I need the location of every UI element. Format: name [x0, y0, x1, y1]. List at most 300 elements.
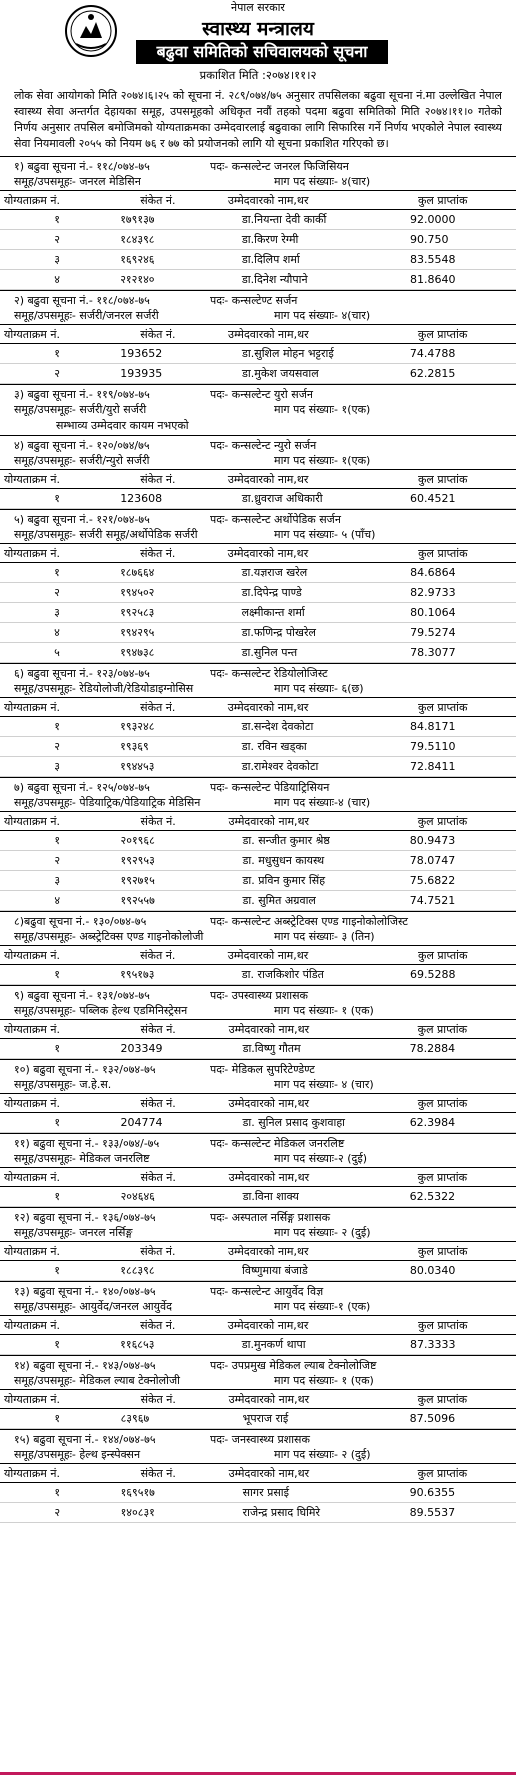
- table-header-row: [0, 191, 516, 210]
- section-heading-row: [0, 1356, 516, 1373]
- table-row: [0, 851, 516, 871]
- section-group-row: [0, 308, 516, 324]
- table-header-row: [0, 1168, 516, 1187]
- post-title: पदः- कन्सल्टेन्ट रेडियोलोजिस्ट: [210, 667, 328, 680]
- table-row: [0, 643, 516, 663]
- roll-number-cell: २१२१४०: [114, 270, 228, 290]
- group-subgroup: समूह/उपसमूहः- पब्लिक हेल्थ एडमिनिस्ट्रेसन: [14, 1004, 188, 1017]
- notice-section: [0, 1355, 516, 1429]
- table-header-row: [0, 1094, 516, 1113]
- total-column-header: कुल प्राप्तांक: [384, 698, 516, 717]
- rank-cell: ४: [0, 270, 114, 290]
- total-column-header: कुल प्राप्तांक: [384, 191, 516, 210]
- rank-cell: २: [0, 851, 115, 871]
- candidate-table: [0, 1389, 516, 1429]
- table-row: [0, 603, 516, 623]
- section-heading-row: [0, 1134, 516, 1151]
- rank-cell: २: [0, 230, 114, 250]
- notice-number: १३) बढुवा सूचना नं.- १४०/०७४-७५: [14, 1285, 156, 1298]
- vacancy-count: माग पद संख्याः- ५ (पाँच): [274, 528, 376, 541]
- section-heading-row: [0, 1430, 516, 1447]
- roll-column-header: संकेत नं.: [115, 1464, 229, 1483]
- rank-cell: ३: [0, 250, 114, 270]
- roll-number-cell: १६९५१७: [115, 1483, 229, 1503]
- name-column-header: उम्मेदवारको नाम,थर: [229, 1020, 384, 1039]
- section-group-row: [0, 681, 516, 697]
- table-row: [0, 1113, 516, 1133]
- notice-number: ८)बढुवा सूचना नं.- १३०/०७४-७५: [14, 915, 147, 928]
- roll-number-cell: १४०८३१: [115, 1503, 229, 1523]
- table-row: [0, 270, 516, 290]
- section-heading-row: [0, 385, 516, 402]
- name-column-header: उम्मेदवारको नाम,थर: [228, 544, 384, 563]
- rank-column-header: योग्यताक्रम नं.: [0, 698, 114, 717]
- rank-column-header: योग्यताक्रम नं.: [0, 1094, 115, 1113]
- notice-section: [0, 509, 516, 663]
- table-row: [0, 583, 516, 603]
- table-row: [0, 1409, 516, 1429]
- notice-number: ५) बढुवा सूचना नं.- १२१/०७४-७५: [14, 513, 150, 526]
- name-column-header: उम्मेदवारको नाम,थर: [228, 325, 384, 344]
- published-date: प्रकाशित मिति :२०७४।११।२: [199, 68, 317, 82]
- total-score-cell: 74.7521: [384, 891, 516, 911]
- total-column-header: कुल प्राप्तांक: [384, 1094, 516, 1113]
- candidate-name-cell: डा. सुमित अग्रवाल: [229, 891, 384, 911]
- candidate-table: [0, 697, 516, 777]
- section-group-row: [0, 1447, 516, 1463]
- candidate-name-cell: डा.सन्देश देवकोटा: [228, 717, 384, 737]
- rank-cell: २: [0, 364, 114, 384]
- rank-cell: १: [0, 1261, 114, 1281]
- total-score-cell: 81.8640: [384, 270, 516, 290]
- total-column-header: कुल प्राप्तांक: [384, 325, 516, 344]
- roll-number-cell: १९४४५३: [114, 757, 228, 777]
- post-title: पदः- अस्पताल नर्सिङ्ग प्रशासक: [210, 1211, 331, 1224]
- roll-number-cell: १७९१३७: [114, 210, 228, 230]
- candidate-name-cell: डा.विष्णु गौतम: [229, 1039, 384, 1059]
- section-group-row: [0, 527, 516, 543]
- roll-number-cell: १९२७१५: [115, 871, 229, 891]
- roll-number-cell: २०१९६८: [115, 831, 229, 851]
- post-title: पदः- उपप्रमुख मेडिकल ल्याब टेक्नोलोजिष्ट: [210, 1359, 377, 1372]
- group-subgroup: समूह/उपसमूहः- सर्जरी/जनरल सर्जरी: [14, 309, 159, 322]
- candidate-table: [0, 945, 516, 985]
- notice-title-banner: बढुवा समितिको सचिवालयको सूचना: [136, 40, 388, 64]
- table-header-row: [0, 946, 516, 965]
- rank-cell: १: [0, 1409, 115, 1429]
- name-column-header: उम्मेदवारको नाम,थर: [228, 1242, 384, 1261]
- total-score-cell: 87.5096: [384, 1409, 516, 1429]
- candidate-name-cell: लक्ष्मीकान्त शर्मा: [228, 603, 384, 623]
- roll-number-cell: १९५१७३: [114, 965, 228, 985]
- rank-cell: १: [0, 489, 114, 509]
- section-group-row: [0, 1373, 516, 1389]
- candidate-name-cell: डा.मुनकर्ण थापा: [228, 1335, 384, 1355]
- government-label: नेपाल सरकार: [231, 1, 285, 14]
- name-column-header: उम्मेदवारको नाम,थर: [229, 812, 384, 831]
- total-column-header: कुल प्राप्तांक: [384, 1168, 516, 1187]
- rank-column-header: योग्यताक्रम नं.: [0, 191, 114, 210]
- notice-section: [0, 1207, 516, 1281]
- section-heading-row: [0, 912, 516, 929]
- rank-cell: ५: [0, 643, 114, 663]
- total-column-header: कुल प्राप्तांक: [384, 544, 516, 563]
- rank-cell: १: [0, 965, 114, 985]
- candidate-name-cell: डा.सुनिल पन्त: [228, 643, 384, 663]
- notice-number: १४) बढुवा सूचना नं.- १४३/०७४-७५: [14, 1359, 156, 1372]
- section-heading-row: [0, 1060, 516, 1077]
- roll-number-cell: १९२५५७: [115, 891, 229, 911]
- candidate-name-cell: भूपराज राई: [229, 1409, 384, 1429]
- section-heading-row: [0, 291, 516, 308]
- notice-number: १०) बढुवा सूचना नं.- १३२/०७४-७५: [14, 1063, 156, 1076]
- vacancy-count: माग पद संख्याः- २ (दुई): [274, 1226, 371, 1239]
- post-title: पदः- कन्सल्टेन्ट जनरल फिजिसियन: [210, 160, 349, 173]
- notice-section: [0, 156, 516, 290]
- total-score-cell: 80.9473: [384, 831, 516, 851]
- candidate-table: [0, 469, 516, 509]
- post-title: पदः- कन्सल्टेन्ट अब्स्ट्रेटिक्स एण्ड गाइनोकोलोजिस्ट: [210, 915, 408, 928]
- rank-cell: १: [0, 717, 114, 737]
- section-group-row: [0, 453, 516, 469]
- roll-column-header: संकेत नं.: [115, 1168, 229, 1187]
- group-subgroup: समूह/उपसमूहः- अब्स्ट्रेटिक्स एण्ड गाइनोकोलोजी: [14, 930, 204, 943]
- candidate-name-cell: डा. प्रविन कुमार सिंह: [229, 871, 384, 891]
- table-row: [0, 563, 516, 583]
- total-score-cell: 90.6355: [384, 1483, 516, 1503]
- candidate-table: [0, 1315, 516, 1355]
- total-score-cell: 92.0000: [384, 210, 516, 230]
- table-header-row: [0, 698, 516, 717]
- rank-column-header: योग्यताक्रम नं.: [0, 946, 114, 965]
- roll-number-cell: 193652: [114, 344, 228, 364]
- sections-container: [0, 156, 516, 1523]
- candidate-table: [0, 190, 516, 290]
- total-score-cell: 84.6864: [384, 563, 516, 583]
- total-score-cell: 79.5274: [384, 623, 516, 643]
- total-score-cell: 89.5537: [384, 1503, 516, 1523]
- rank-column-header: योग्यताक्रम नं.: [0, 544, 114, 563]
- vacancy-count: माग पद संख्याः- १(एक): [274, 454, 371, 467]
- ministry-title: स्वास्थ्य मन्त्रालय: [202, 18, 314, 40]
- roll-number-cell: १८४३९८: [114, 230, 228, 250]
- notice-section: [0, 1133, 516, 1207]
- roll-number-cell: १९३२४८: [114, 717, 228, 737]
- total-score-cell: 84.8171: [384, 717, 516, 737]
- notice-section: [0, 384, 516, 435]
- table-row: [0, 737, 516, 757]
- post-title: पदः- जनस्वास्थ्य प्रशासक: [210, 1433, 310, 1446]
- candidate-name-cell: डा.मुकेश जयसवाल: [228, 364, 384, 384]
- total-score-cell: 80.1064: [384, 603, 516, 623]
- table-header-row: [0, 1390, 516, 1409]
- vacancy-count: माग पद संख्याः- ४ (चार): [274, 1078, 374, 1091]
- section-heading-row: [0, 1208, 516, 1225]
- roll-number-cell: ११६८५३: [114, 1335, 228, 1355]
- rank-cell: १: [0, 1483, 115, 1503]
- section-group-row: [0, 1151, 516, 1167]
- rank-cell: १: [0, 1187, 115, 1207]
- notice-section: [0, 1059, 516, 1133]
- intro-paragraph: लोक सेवा आयोगको मिति २०७४।६।२५ को सूचना नं. २८९/०७४/७५ अनुसार तपसिलका बढुवा सूचना नं.मा उल्लेखित नेपाल स्वास्थ्य सेवा अन्तर्गत देहायका समूह, उपसमूहको अधिकृत नवौं तहको पदमा बढुवा समितिको मिति २०७४।११।० गतेको निर्णय अनुसार तपसिल बमोजिमको योग्यताक्रमका उम्मेदवारलाई बढुवाका लागि सिफारिस गर्ने निर्णय भएकोले नेपाल स्वास्थ्य सेवा नियमावली २०५५ को नियम ७६ र ७७ को प्रयोजनको लागि यो सूचना प्रकाशित गरिएको छ।: [14, 89, 502, 150]
- table-row: [0, 344, 516, 364]
- candidate-table: [0, 543, 516, 663]
- table-row: [0, 623, 516, 643]
- roll-number-cell: १८८३९८: [114, 1261, 228, 1281]
- total-column-header: कुल प्राप्तांक: [384, 470, 516, 489]
- roll-number-cell: 193935: [114, 364, 228, 384]
- rank-column-header: योग्यताक्रम नं.: [0, 1316, 114, 1335]
- table-header-row: [0, 470, 516, 489]
- candidate-table: [0, 324, 516, 384]
- total-score-cell: 82.9733: [384, 583, 516, 603]
- table-row: [0, 489, 516, 509]
- vacancy-count: माग पद संख्याः-४ (चार): [274, 796, 371, 809]
- name-column-header: उम्मेदवारको नाम,थर: [229, 1464, 384, 1483]
- name-column-header: उम्मेदवारको नाम,थर: [229, 1094, 384, 1113]
- post-title: पदः- कन्सल्टेण्ट सर्जन: [210, 294, 298, 307]
- notice-section: [0, 1281, 516, 1355]
- name-column-header: उम्मेदवारको नाम,थर: [228, 946, 384, 965]
- table-header-row: [0, 1316, 516, 1335]
- post-title: पदः- कन्सल्टेन्ट आयुर्वेद विज्ञ: [210, 1285, 324, 1298]
- notice-section: [0, 290, 516, 384]
- section-heading-row: [0, 510, 516, 527]
- name-column-header: उम्मेदवारको नाम,थर: [228, 698, 384, 717]
- table-header-row: [0, 325, 516, 344]
- total-score-cell: 83.5548: [384, 250, 516, 270]
- group-subgroup: समूह/उपसमूहः- सर्जरी/न्युरो सर्जरी: [14, 454, 150, 467]
- section-group-row: [0, 1077, 516, 1093]
- rank-column-header: योग्यताक्रम नं.: [0, 812, 115, 831]
- candidate-name-cell: डा. सन्जीत कुमार श्रेष्ठ: [229, 831, 384, 851]
- total-column-header: कुल प्राप्तांक: [384, 946, 516, 965]
- group-subgroup: समूह/उपसमूहः- पेडियाट्रिक/पेडियाट्रिक मेडिसिन: [14, 796, 201, 809]
- table-row: [0, 831, 516, 851]
- roll-number-cell: १६९२४६: [114, 250, 228, 270]
- table-row: [0, 871, 516, 891]
- name-column-header: उम्मेदवारको नाम,थर: [228, 1316, 384, 1335]
- vacancy-count: माग पद संख्याः-२ (दुई): [274, 1152, 368, 1165]
- section-heading-row: [0, 157, 516, 174]
- rank-column-header: योग्यताक्रम नं.: [0, 470, 114, 489]
- candidate-name-cell: डा.दिनेश न्यौपाने: [228, 270, 384, 290]
- roll-number-cell: 203349: [115, 1039, 229, 1059]
- roll-number-cell: २०४६४६: [115, 1187, 229, 1207]
- vacancy-count: माग पद संख्याः- १ (एक): [274, 1004, 374, 1017]
- roll-column-header: संकेत नं.: [115, 1020, 229, 1039]
- vacancy-count: माग पद संख्याः- ४(चार): [274, 309, 371, 322]
- rank-column-header: योग्यताक्रम नं.: [0, 325, 114, 344]
- section-heading-row: [0, 778, 516, 795]
- notice-section: [0, 663, 516, 777]
- section-heading-row: [0, 1282, 516, 1299]
- notice-number: ९) बढुवा सूचना नं.- १३१/०७४-७५: [14, 989, 150, 1002]
- rank-cell: १: [0, 831, 115, 851]
- notice-number: १५) बढुवा सूचना नं.- १४४/०७४-७५: [14, 1433, 156, 1446]
- rank-column-header: योग्यताक्रम नं.: [0, 1390, 115, 1409]
- candidate-name-cell: डा. मधुसुधन कायस्थ: [229, 851, 384, 871]
- candidate-name-cell: डा.ध्रुवराज अधिकारी: [228, 489, 384, 509]
- rank-column-header: योग्यताक्रम नं.: [0, 1020, 115, 1039]
- notice-number: ३) बढुवा सूचना नं.- ११९/०७४-७५: [14, 388, 150, 401]
- total-score-cell: 75.6822: [384, 871, 516, 891]
- group-subgroup: समूह/उपसमूहः- हेल्थ इन्स्पेक्सन: [14, 1448, 141, 1461]
- candidate-name-cell: राजेन्द्र प्रसाद घिमिरे: [229, 1503, 384, 1523]
- table-row: [0, 250, 516, 270]
- rank-cell: १: [0, 1113, 115, 1133]
- table-row: [0, 1483, 516, 1503]
- rank-cell: ४: [0, 891, 115, 911]
- notice-number: २) बढुवा सूचना नं.- ११८/०७४-७५: [14, 294, 150, 307]
- notice-number: १) बढुवा सूचना नं.- ११८/०७४-७५: [14, 160, 150, 173]
- notice-header: [0, 0, 516, 88]
- candidate-name-cell: डा.रामेश्वर देवकोटा: [228, 757, 384, 777]
- table-header-row: [0, 812, 516, 831]
- total-column-header: कुल प्राप्तांक: [384, 1242, 516, 1261]
- notice-section: [0, 435, 516, 509]
- candidate-name-cell: डा.नियन्ता देवी कार्की: [228, 210, 384, 230]
- table-row: [0, 1039, 516, 1059]
- total-score-cell: 62.5322: [384, 1187, 516, 1207]
- rank-cell: ३: [0, 757, 114, 777]
- rank-cell: १: [0, 1039, 115, 1059]
- roll-number-cell: 204774: [115, 1113, 229, 1133]
- vacancy-count: माग पद संख्याः-१ (एक): [274, 1300, 371, 1313]
- post-title: पदः- कन्सल्टेन्ट अर्थोपेडिक सर्जन: [210, 513, 341, 526]
- table-row: [0, 891, 516, 911]
- section-heading-row: [0, 664, 516, 681]
- rank-cell: २: [0, 737, 114, 757]
- rank-column-header: योग्यताक्रम नं.: [0, 1464, 115, 1483]
- candidate-name-cell: सागर प्रसाई: [229, 1483, 384, 1503]
- table-row: [0, 717, 516, 737]
- total-column-header: कुल प्राप्तांक: [384, 1316, 516, 1335]
- table-header-row: [0, 1464, 516, 1483]
- group-subgroup: समूह/उपसमूहः- ज.हे.स.: [14, 1078, 112, 1091]
- name-column-header: उम्मेदवारको नाम,थर: [228, 470, 384, 489]
- roll-number-cell: १९४५०२: [114, 583, 228, 603]
- notice-number: ४) बढुवा सूचना नं.- १२०/०७४/७५: [14, 439, 150, 452]
- group-subgroup: समूह/उपसमूहः- मेडिकल जनरलिष्ट: [14, 1152, 150, 1165]
- section-group-row: [0, 1299, 516, 1315]
- candidate-table: [0, 1093, 516, 1133]
- table-row: [0, 1503, 516, 1523]
- notice-section: [0, 911, 516, 985]
- total-column-header: कुल प्राप्तांक: [384, 1464, 516, 1483]
- total-score-cell: 78.0747: [384, 851, 516, 871]
- candidate-name-cell: डा. रविन खड्का: [228, 737, 384, 757]
- rank-cell: ३: [0, 871, 115, 891]
- table-row: [0, 965, 516, 985]
- table-row: [0, 210, 516, 230]
- roll-column-header: संकेत नं.: [115, 812, 229, 831]
- candidate-table: [0, 811, 516, 911]
- table-header-row: [0, 1020, 516, 1039]
- roll-column-header: संकेत नं.: [114, 325, 228, 344]
- group-subgroup: समूह/उपसमूहः- सर्जरी/युरो सर्जरी: [14, 403, 147, 416]
- table-row: [0, 1187, 516, 1207]
- group-subgroup: समूह/उपसमूहः- मेडिकल ल्याब टेक्नोलोजी: [14, 1374, 180, 1387]
- notice-section: [0, 1429, 516, 1523]
- roll-column-header: संकेत नं.: [114, 470, 228, 489]
- section-group-row: [0, 174, 516, 190]
- candidate-table: [0, 1463, 516, 1523]
- vacancy-count: माग पद संख्याः- १ (एक): [274, 1374, 374, 1387]
- candidate-name-cell: डा. राजकिशोर पंडित: [228, 965, 384, 985]
- candidate-table: [0, 1167, 516, 1207]
- roll-number-cell: १९२९५३: [115, 851, 229, 871]
- group-subgroup: समूह/उपसमूहः- सर्जरी समूह/अर्थोपेडिक सर्जरी: [14, 528, 198, 541]
- rank-cell: ३: [0, 603, 114, 623]
- post-title: पदः- उपस्वास्थ्य प्रशासक: [210, 989, 308, 1002]
- vacancy-count: माग पद संख्याः- ३ (तिन): [274, 930, 375, 943]
- total-column-header: कुल प्राप्तांक: [384, 1390, 516, 1409]
- post-title: पदः- कन्सल्टेन्ट मेडिकल जनरलिष्ट: [210, 1137, 345, 1150]
- section-group-row: [0, 1225, 516, 1241]
- post-title: पदः- कन्सल्टेन्ट पेडियाट्रिसियन: [210, 781, 330, 794]
- candidate-table: [0, 1019, 516, 1059]
- rank-cell: १: [0, 210, 114, 230]
- total-score-cell: 90.750: [384, 230, 516, 250]
- candidate-table: [0, 1241, 516, 1281]
- total-score-cell: 69.5288: [384, 965, 516, 985]
- roll-number-cell: ८३९६७: [115, 1409, 229, 1429]
- roll-column-header: संकेत नं.: [115, 1094, 229, 1113]
- candidate-name-cell: डा.सुशिल मोहन भट्टराई: [228, 344, 384, 364]
- group-subgroup: समूह/उपसमूहः- आयुर्वेद/जनरल आयुर्वेद: [14, 1300, 172, 1313]
- roll-number-cell: 123608: [114, 489, 228, 509]
- roll-number-cell: १९४७३८: [114, 643, 228, 663]
- group-subgroup: समूह/उपसमूहः- जनरल नर्सिङ्ग: [14, 1226, 133, 1239]
- notice-number: १२) बढुवा सूचना नं.- १३६/०७४-७५: [14, 1211, 156, 1224]
- section-group-row: [0, 402, 516, 418]
- rank-column-header: योग्यताक्रम नं.: [0, 1242, 114, 1261]
- name-column-header: उम्मेदवारको नाम,थर: [228, 191, 384, 210]
- table-row: [0, 1335, 516, 1355]
- roll-number-cell: १९३६९: [114, 737, 228, 757]
- section-heading-row: [0, 986, 516, 1003]
- total-score-cell: 78.2884: [384, 1039, 516, 1059]
- roll-column-header: संकेत नं.: [114, 698, 228, 717]
- table-row: [0, 364, 516, 384]
- roll-column-header: संकेत नं.: [115, 1390, 229, 1409]
- group-subgroup: समूह/उपसमूहः- जनरल मेडिसिन: [14, 175, 141, 188]
- post-title: पदः- कन्सल्टेन्ट न्युरो सर्जन: [210, 439, 317, 452]
- total-score-cell: 79.5110: [384, 737, 516, 757]
- candidate-name-cell: डा.फणिन्द्र पोखरेल: [228, 623, 384, 643]
- candidate-name-cell: डा.किरण रेग्मी: [228, 230, 384, 250]
- total-score-cell: 78.3077: [384, 643, 516, 663]
- notice-number: ७) बढुवा सूचना नं.- १२५/०७४-७५: [14, 781, 150, 794]
- candidate-name-cell: डा.दिपेन्द्र पाण्डे: [228, 583, 384, 603]
- rank-cell: ४: [0, 623, 114, 643]
- rank-cell: १: [0, 1335, 114, 1355]
- notice-section: [0, 777, 516, 911]
- total-score-cell: 60.4521: [384, 489, 516, 509]
- rank-cell: १: [0, 563, 114, 583]
- rank-cell: २: [0, 583, 114, 603]
- total-score-cell: 62.2815: [384, 364, 516, 384]
- section-group-row: [0, 929, 516, 945]
- rank-column-header: योग्यताक्रम नं.: [0, 1168, 115, 1187]
- vacancy-count: माग पद संख्याः- ६(छ): [274, 682, 364, 695]
- table-row: [0, 230, 516, 250]
- vacancy-count: माग पद संख्याः- ४(चार): [274, 175, 371, 188]
- total-column-header: कुल प्राप्तांक: [384, 1020, 516, 1039]
- roll-column-header: संकेत नं.: [114, 191, 228, 210]
- roll-column-header: संकेत नं.: [114, 946, 228, 965]
